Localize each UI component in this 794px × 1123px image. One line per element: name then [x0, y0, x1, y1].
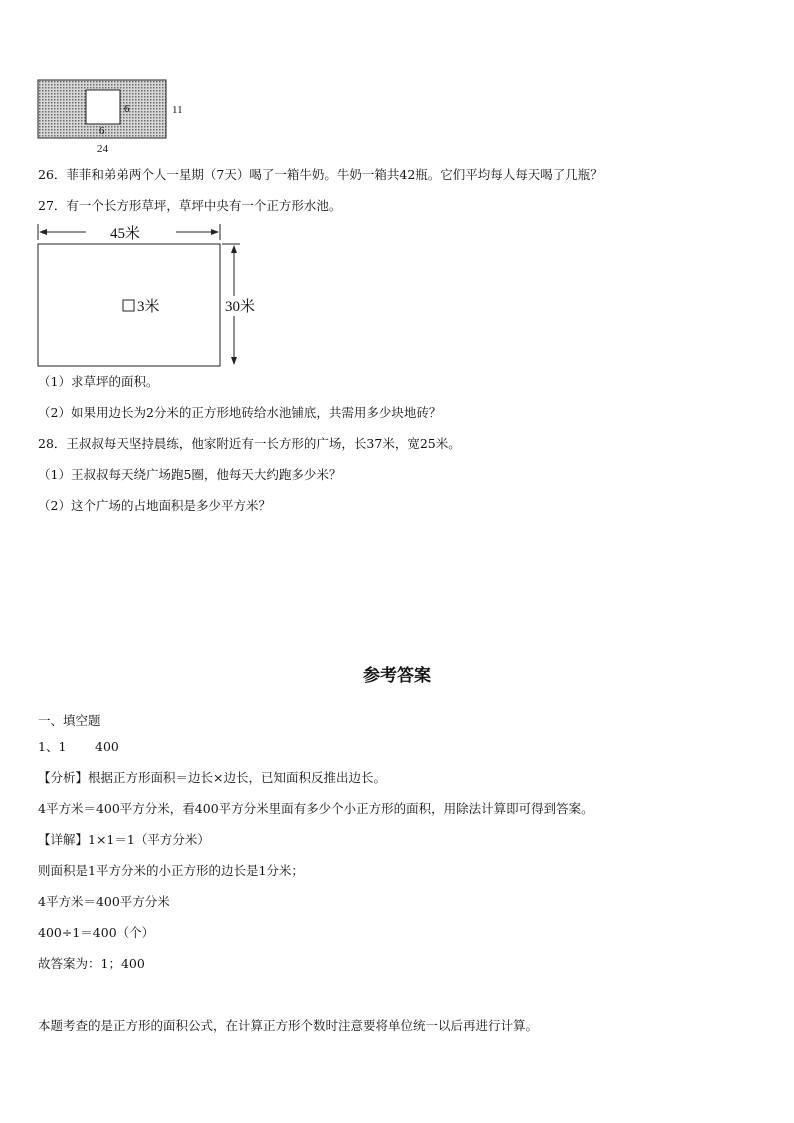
arrowhead-bottom	[231, 357, 237, 365]
answers-title: 参考答案	[363, 666, 431, 686]
question-28-part-2: （2）这个广场的占地面积是多少平方米？	[38, 498, 271, 513]
figure-hatched-rectangle	[0, 0, 794, 160]
solution-line-3: 400÷1＝400（个）	[38, 925, 155, 940]
question-28-part-1: （1）王叔叔每天绕广场跑5圈，他每天大约跑多少米？	[38, 467, 342, 482]
answer-item-number: 1、1	[38, 739, 67, 754]
question-28: 28．王叔叔每天坚持晨练，他家附近有一长方形的广场，长37米，宽25米。	[38, 436, 461, 451]
arrowhead-left	[39, 229, 47, 235]
analysis-line-2: 4平方米＝400平方分米，看400平方分米里面有多少个小正方形的面积，用除法计算即可得到答案。	[38, 801, 594, 816]
width-label: 24	[97, 143, 108, 155]
arrowhead-top	[231, 245, 237, 253]
detail-line: 【详解】1×1＝1（平方分米）	[38, 832, 210, 847]
section-heading: 一、填空题	[38, 713, 101, 728]
pool-label: 3米	[137, 299, 160, 315]
lawn-rectangle	[38, 244, 220, 366]
question-27: 27．有一个长方形草坪，草坪中央有一个正方形水池。	[38, 198, 342, 213]
height-label: 30米	[225, 299, 256, 315]
question-27-part-2: （2）如果用边长为2分米的正方形地砖给水池铺底，共需用多少块地砖？	[38, 405, 442, 420]
pool-square	[123, 300, 134, 311]
final-answer: 故答案为：1；400	[38, 956, 145, 971]
arrowhead-right	[211, 229, 219, 235]
question-27-part-1: （1）求草坪的面积。	[38, 374, 159, 389]
inner-bottom-label: 6	[99, 125, 105, 137]
width-label: 45米	[110, 226, 141, 242]
question-26: 26．菲菲和弟弟两个人一星期（7天）喝了一箱牛奶。牛奶一箱共42瓶。它们平均每人每天喝了几瓶？	[38, 167, 603, 182]
solution-line-1: 则面积是1平方分米的小正方形的边长是1分米；	[38, 863, 304, 878]
figure-lawn	[0, 218, 794, 378]
inner-side-label: 6	[124, 103, 130, 115]
answer-item-value: 400	[95, 739, 119, 754]
solution-line-2: 4平方米＝400平方分米	[38, 894, 170, 909]
inner-square	[86, 90, 120, 124]
height-label: 11	[172, 104, 183, 116]
analysis-line: 【分析】根据正方形面积＝边长×边长，已知面积反推出边长。	[38, 770, 386, 785]
comment-line: 本题考查的是正方形的面积公式，在计算正方形个数时注意要将单位统一以后再进行计算。	[38, 1018, 539, 1033]
